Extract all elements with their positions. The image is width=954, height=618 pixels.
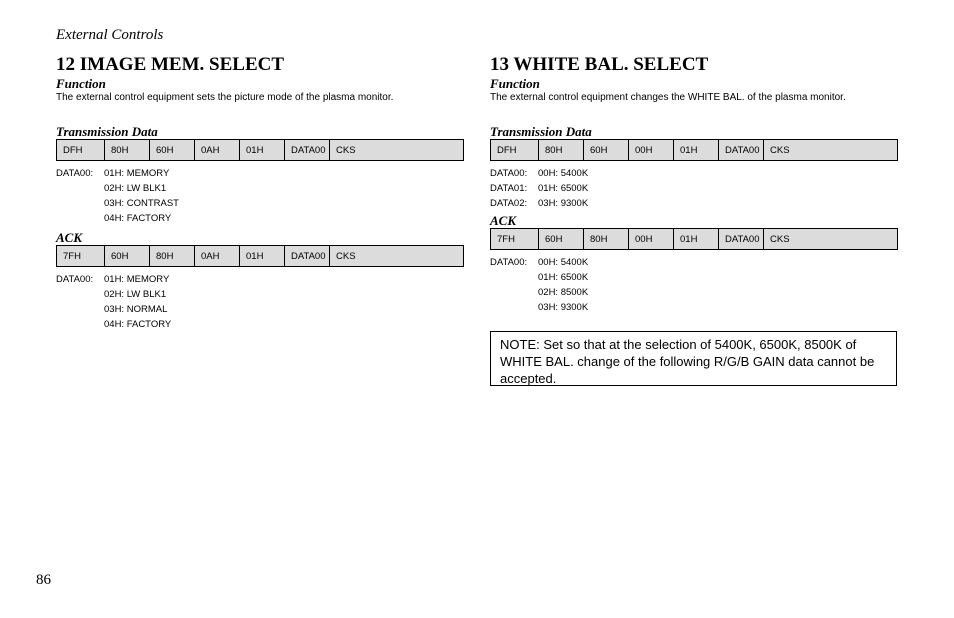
list-item <box>56 302 464 317</box>
value-key: DATA00: <box>490 168 528 179</box>
byte-cell: 0AH <box>195 246 240 267</box>
list-item <box>490 255 898 270</box>
list-item <box>56 287 464 302</box>
value-text: 03H: 9300K <box>538 198 589 209</box>
list-item <box>56 166 464 181</box>
value-key <box>56 317 104 332</box>
function-description: The external control equipment sets the picture mode of the plasma monitor. <box>56 92 394 103</box>
byte-cell: DFH <box>57 140 105 161</box>
ack-byte-table <box>490 228 898 250</box>
value-key <box>490 285 538 300</box>
byte-cell: 00H <box>629 140 674 161</box>
list-item <box>490 270 898 285</box>
value-key: DATA00: <box>56 274 94 285</box>
byte-cell: 7FH <box>57 246 105 267</box>
value-key <box>56 211 104 226</box>
list-item <box>490 300 898 315</box>
list-item <box>490 181 898 196</box>
list-item <box>56 211 464 226</box>
byte-cell: 60H <box>105 246 150 267</box>
table-row <box>491 140 898 161</box>
value-text: 01H: MEMORY <box>104 168 170 179</box>
section-white-bal-select <box>490 54 898 315</box>
list-item <box>56 181 464 196</box>
byte-cell: 80H <box>105 140 150 161</box>
section-title: 12 IMAGE MEM. SELECT <box>56 54 285 75</box>
transmission-heading: Transmission Data <box>56 124 158 139</box>
list-item <box>490 196 898 211</box>
transmission-byte-table <box>490 139 898 161</box>
value-text: 00H: 5400K <box>538 257 589 268</box>
value-text: 04H: FACTORY <box>104 213 172 224</box>
byte-cell: 60H <box>539 229 584 250</box>
byte-cell: DFH <box>491 140 539 161</box>
value-key <box>56 287 104 302</box>
value-text: 03H: 9300K <box>538 302 589 313</box>
byte-cell: CKS <box>764 140 898 161</box>
value-key <box>56 196 104 211</box>
ack-values <box>490 255 898 315</box>
transmission-values <box>56 166 464 226</box>
value-key: DATA00: <box>490 257 528 268</box>
byte-cell: CKS <box>330 140 464 161</box>
transmission-heading: Transmission Data <box>490 124 592 139</box>
value-key <box>56 302 104 317</box>
byte-cell: 01H <box>674 140 719 161</box>
byte-cell: DATA00 <box>285 246 330 267</box>
byte-cell: 80H <box>584 229 629 250</box>
byte-cell: DATA00 <box>719 229 764 250</box>
byte-cell: 0AH <box>195 140 240 161</box>
table-row <box>57 246 464 267</box>
ack-heading: ACK <box>490 213 517 228</box>
value-key: DATA02: <box>490 198 528 209</box>
table-row <box>491 229 898 250</box>
list-item <box>56 196 464 211</box>
byte-cell: 01H <box>240 140 285 161</box>
value-text: 01H: MEMORY <box>104 274 170 285</box>
value-text: 03H: NORMAL <box>104 304 168 315</box>
list-item <box>56 317 464 332</box>
transmission-values <box>490 166 898 211</box>
list-item <box>490 166 898 181</box>
value-text: 02H: 8500K <box>538 287 589 298</box>
byte-cell: 80H <box>539 140 584 161</box>
function-heading: Function <box>490 76 540 91</box>
value-text: 00H: 5400K <box>538 168 589 179</box>
byte-cell: DATA00 <box>285 140 330 161</box>
value-text: 02H: LW BLK1 <box>104 183 167 194</box>
byte-cell: 00H <box>629 229 674 250</box>
page-number: 86 <box>36 572 51 588</box>
value-key <box>56 181 104 196</box>
byte-cell: CKS <box>330 246 464 267</box>
ack-values <box>56 272 464 332</box>
value-text: 01H: 6500K <box>538 272 589 283</box>
table-row <box>57 140 464 161</box>
byte-cell: 60H <box>150 140 195 161</box>
list-item <box>490 285 898 300</box>
transmission-byte-table <box>56 139 464 161</box>
ack-byte-table <box>56 245 464 267</box>
value-text: 03H: CONTRAST <box>104 198 179 209</box>
running-head: External Controls <box>56 27 164 43</box>
function-description: The external control equipment changes the WHITE BAL. of the plasma monitor. <box>490 92 846 103</box>
section-image-mem-select <box>56 54 464 332</box>
byte-cell: 80H <box>150 246 195 267</box>
function-heading: Function <box>56 76 106 91</box>
byte-cell: CKS <box>764 229 898 250</box>
byte-cell: DATA00 <box>719 140 764 161</box>
note-box: NOTE: Set so that at the selection of 5400K, 6500K, 8500K of WHITE BAL. change of the following R/G/B GAIN data cannot be accepted. <box>490 331 897 386</box>
byte-cell: 01H <box>240 246 285 267</box>
value-text: 04H: FACTORY <box>104 319 172 330</box>
list-item <box>56 272 464 287</box>
value-key: DATA00: <box>56 168 94 179</box>
ack-heading: ACK <box>56 230 83 245</box>
value-key <box>490 300 538 315</box>
value-key <box>490 270 538 285</box>
value-text: 01H: 6500K <box>538 183 589 194</box>
byte-cell: 01H <box>674 229 719 250</box>
section-title: 13 WHITE BAL. SELECT <box>490 54 709 75</box>
value-key: DATA01: <box>490 183 528 194</box>
value-text: 02H: LW BLK1 <box>104 289 167 300</box>
byte-cell: 7FH <box>491 229 539 250</box>
byte-cell: 60H <box>584 140 629 161</box>
